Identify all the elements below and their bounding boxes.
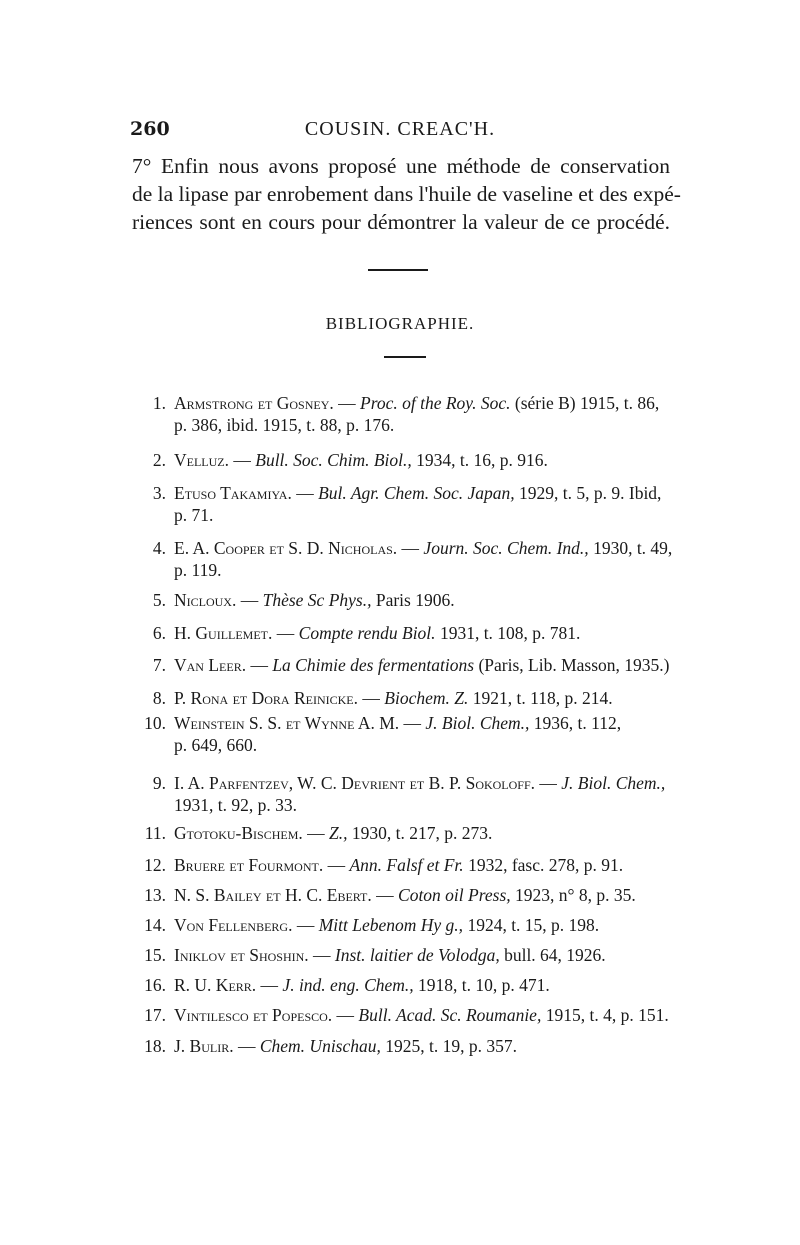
reference-text	[174, 482, 675, 526]
reference-number: 9.	[152, 773, 166, 793]
reference-text	[174, 974, 675, 996]
reference-number: 2.	[152, 450, 166, 470]
reference-number: 11.	[144, 823, 166, 843]
reference-number: 7.	[152, 655, 166, 675]
reference-details: 1934, t. 16, p. 916.	[416, 450, 548, 470]
reference-text	[174, 914, 675, 936]
reference-text	[174, 654, 675, 676]
reference-details: 1930, t. 217, p. 273.	[351, 823, 493, 843]
reference-details: 1923, n° 8, p. 35.	[515, 885, 636, 905]
reference-text	[174, 944, 675, 966]
reference-text	[174, 884, 675, 906]
reference-authors: Iniklov et Shoshin. —	[174, 945, 335, 965]
reference-source: Coton oil Press,	[398, 885, 516, 905]
reference-number: 8.	[152, 688, 166, 708]
reference-authors: E. A. Cooper et S. D. Nicholas. —	[174, 538, 424, 558]
reference-details: Paris 1906.	[375, 590, 455, 610]
reference-number: 1.	[152, 393, 166, 413]
reference-authors: I. A. Parfentzev, W. C. Devrient et B. P. Sokoloff. —	[174, 773, 562, 793]
reference-number: 16.	[144, 975, 166, 995]
reference-continuation: p. 71.	[174, 505, 214, 525]
section-divider	[368, 269, 428, 271]
reference-authors: Weinstein S. S. et Wynne A. M. —	[174, 713, 426, 733]
reference-source: Bul. Agr. Chem. Soc. Japan,	[318, 483, 519, 503]
running-head: COUSIN. CREAC'H.	[304, 118, 496, 140]
reference-details: 1936, t. 112,	[533, 713, 622, 733]
reference-number: 6.	[152, 623, 166, 643]
reference-continuation: 1931, t. 92, p. 33.	[174, 795, 297, 815]
title-underline	[384, 356, 426, 358]
reference-source: Z.,	[329, 823, 352, 843]
reference-source: Inst. laitier de Volodga,	[334, 945, 505, 965]
reference-authors: N. S. Bailey et H. C. Ebert. —	[174, 885, 399, 905]
reference-authors: R. U. Kerr. —	[174, 975, 283, 995]
intro-line: riences sont en cours pour démontrer la valeur de ce procédé.	[132, 210, 670, 234]
intro-paragraph	[130, 152, 681, 236]
reference-text	[174, 392, 675, 436]
reference-details: 1930, t. 49,	[593, 538, 673, 558]
reference-text	[174, 687, 675, 709]
reference-source: Thèse Sc Phys.,	[262, 590, 376, 610]
reference-details: 1921, t. 118, p. 214.	[472, 688, 613, 708]
reference-source: Bull. Acad. Sc. Roumanie,	[358, 1005, 546, 1025]
reference-authors: Velluz. —	[174, 450, 256, 470]
reference-source: Journ. Soc. Chem. Ind.,	[423, 538, 594, 558]
reference-source: Mitt Lebenom Hy g.,	[318, 915, 468, 935]
reference-authors: Gtotoku-Bischem. —	[174, 823, 329, 843]
reference-text	[174, 537, 675, 581]
reference-number: 14.	[144, 915, 166, 935]
reference-source: Bull. Soc. Chim. Biol.,	[255, 450, 417, 470]
reference-details: bull. 64, 1926.	[504, 945, 606, 965]
reference-details: 1929, t. 5, p. 9. Ibid,	[519, 483, 662, 503]
reference-number: 3.	[152, 483, 166, 503]
page-header	[130, 118, 670, 144]
reference-text	[174, 772, 675, 816]
reference-text	[174, 712, 675, 756]
reference-authors: P. Rona et Dora Reinicke. —	[174, 688, 385, 708]
reference-source: Proc. of the Roy. Soc.	[360, 393, 515, 413]
reference-continuation: p. 119.	[174, 560, 222, 580]
reference-source: La Chimie des fermentations	[272, 655, 479, 675]
reference-text	[174, 449, 675, 471]
reference-number: 18.	[144, 1036, 166, 1056]
reference-authors: J. Bulir. —	[174, 1036, 260, 1056]
reference-source: Ann. Falsf et Fr.	[349, 855, 469, 875]
reference-continuation: p. 386, ibid. 1915, t. 88, p. 176.	[174, 415, 395, 435]
bibliography-title: BIBLIOGRAPHIE.	[325, 314, 475, 333]
reference-authors: Vintilesco et Popesco. —	[174, 1005, 359, 1025]
reference-source: J. Biol. Chem.,	[561, 773, 666, 793]
reference-text	[174, 622, 675, 644]
reference-number: 10.	[144, 713, 166, 733]
reference-details: 1918, t. 10, p. 471.	[418, 975, 550, 995]
reference-source: J. Biol. Chem.,	[425, 713, 534, 733]
reference-authors: Nicloux. —	[174, 590, 263, 610]
reference-source: Compte rendu Biol.	[298, 623, 440, 643]
page-number: 260	[130, 118, 170, 140]
reference-text	[174, 1004, 675, 1026]
reference-text	[174, 589, 675, 611]
reference-authors: H. Guillemet. —	[174, 623, 299, 643]
intro-line: de la lipase par enrobement dans l'huile de vaseline et des expé-	[132, 182, 681, 206]
reference-number: 13.	[144, 885, 166, 905]
reference-source: Biochem. Z.	[384, 688, 473, 708]
reference-details: (Paris, Lib. Masson, 1935.)	[478, 655, 670, 675]
reference-authors: Von Fellenberg. —	[174, 915, 319, 935]
reference-text	[174, 854, 675, 876]
reference-details: 1925, t. 19, p. 357.	[385, 1036, 518, 1056]
reference-number: 4.	[152, 538, 166, 558]
reference-text	[174, 822, 675, 844]
reference-number: 12.	[144, 855, 166, 875]
reference-authors: Etuso Takamiya. —	[174, 483, 319, 503]
reference-details: 1924, t. 15, p. 198.	[467, 915, 600, 935]
reference-authors: Van Leer. —	[174, 655, 273, 675]
intro-line: 7° Enfin nous avons proposé une méthode de conservation	[132, 154, 670, 178]
reference-number: 15.	[144, 945, 166, 965]
reference-details: 1915, t. 4, p. 151.	[545, 1005, 669, 1025]
reference-continuation: p. 649, 660.	[174, 735, 258, 755]
reference-text	[174, 1035, 675, 1057]
reference-source: J. ind. eng. Chem.,	[282, 975, 419, 995]
reference-details: (série B) 1915, t. 86,	[514, 393, 660, 413]
reference-source: Chem. Unischau,	[259, 1036, 386, 1056]
reference-details: 1931, t. 108, p. 781.	[439, 623, 581, 643]
reference-details: 1932, fasc. 278, p. 91.	[468, 855, 624, 875]
reference-authors: Bruere et Fourmont. —	[174, 855, 350, 875]
reference-authors: Armstrong et Gosney. —	[174, 393, 360, 413]
reference-number: 5.	[152, 590, 166, 610]
reference-number: 17.	[144, 1005, 166, 1025]
